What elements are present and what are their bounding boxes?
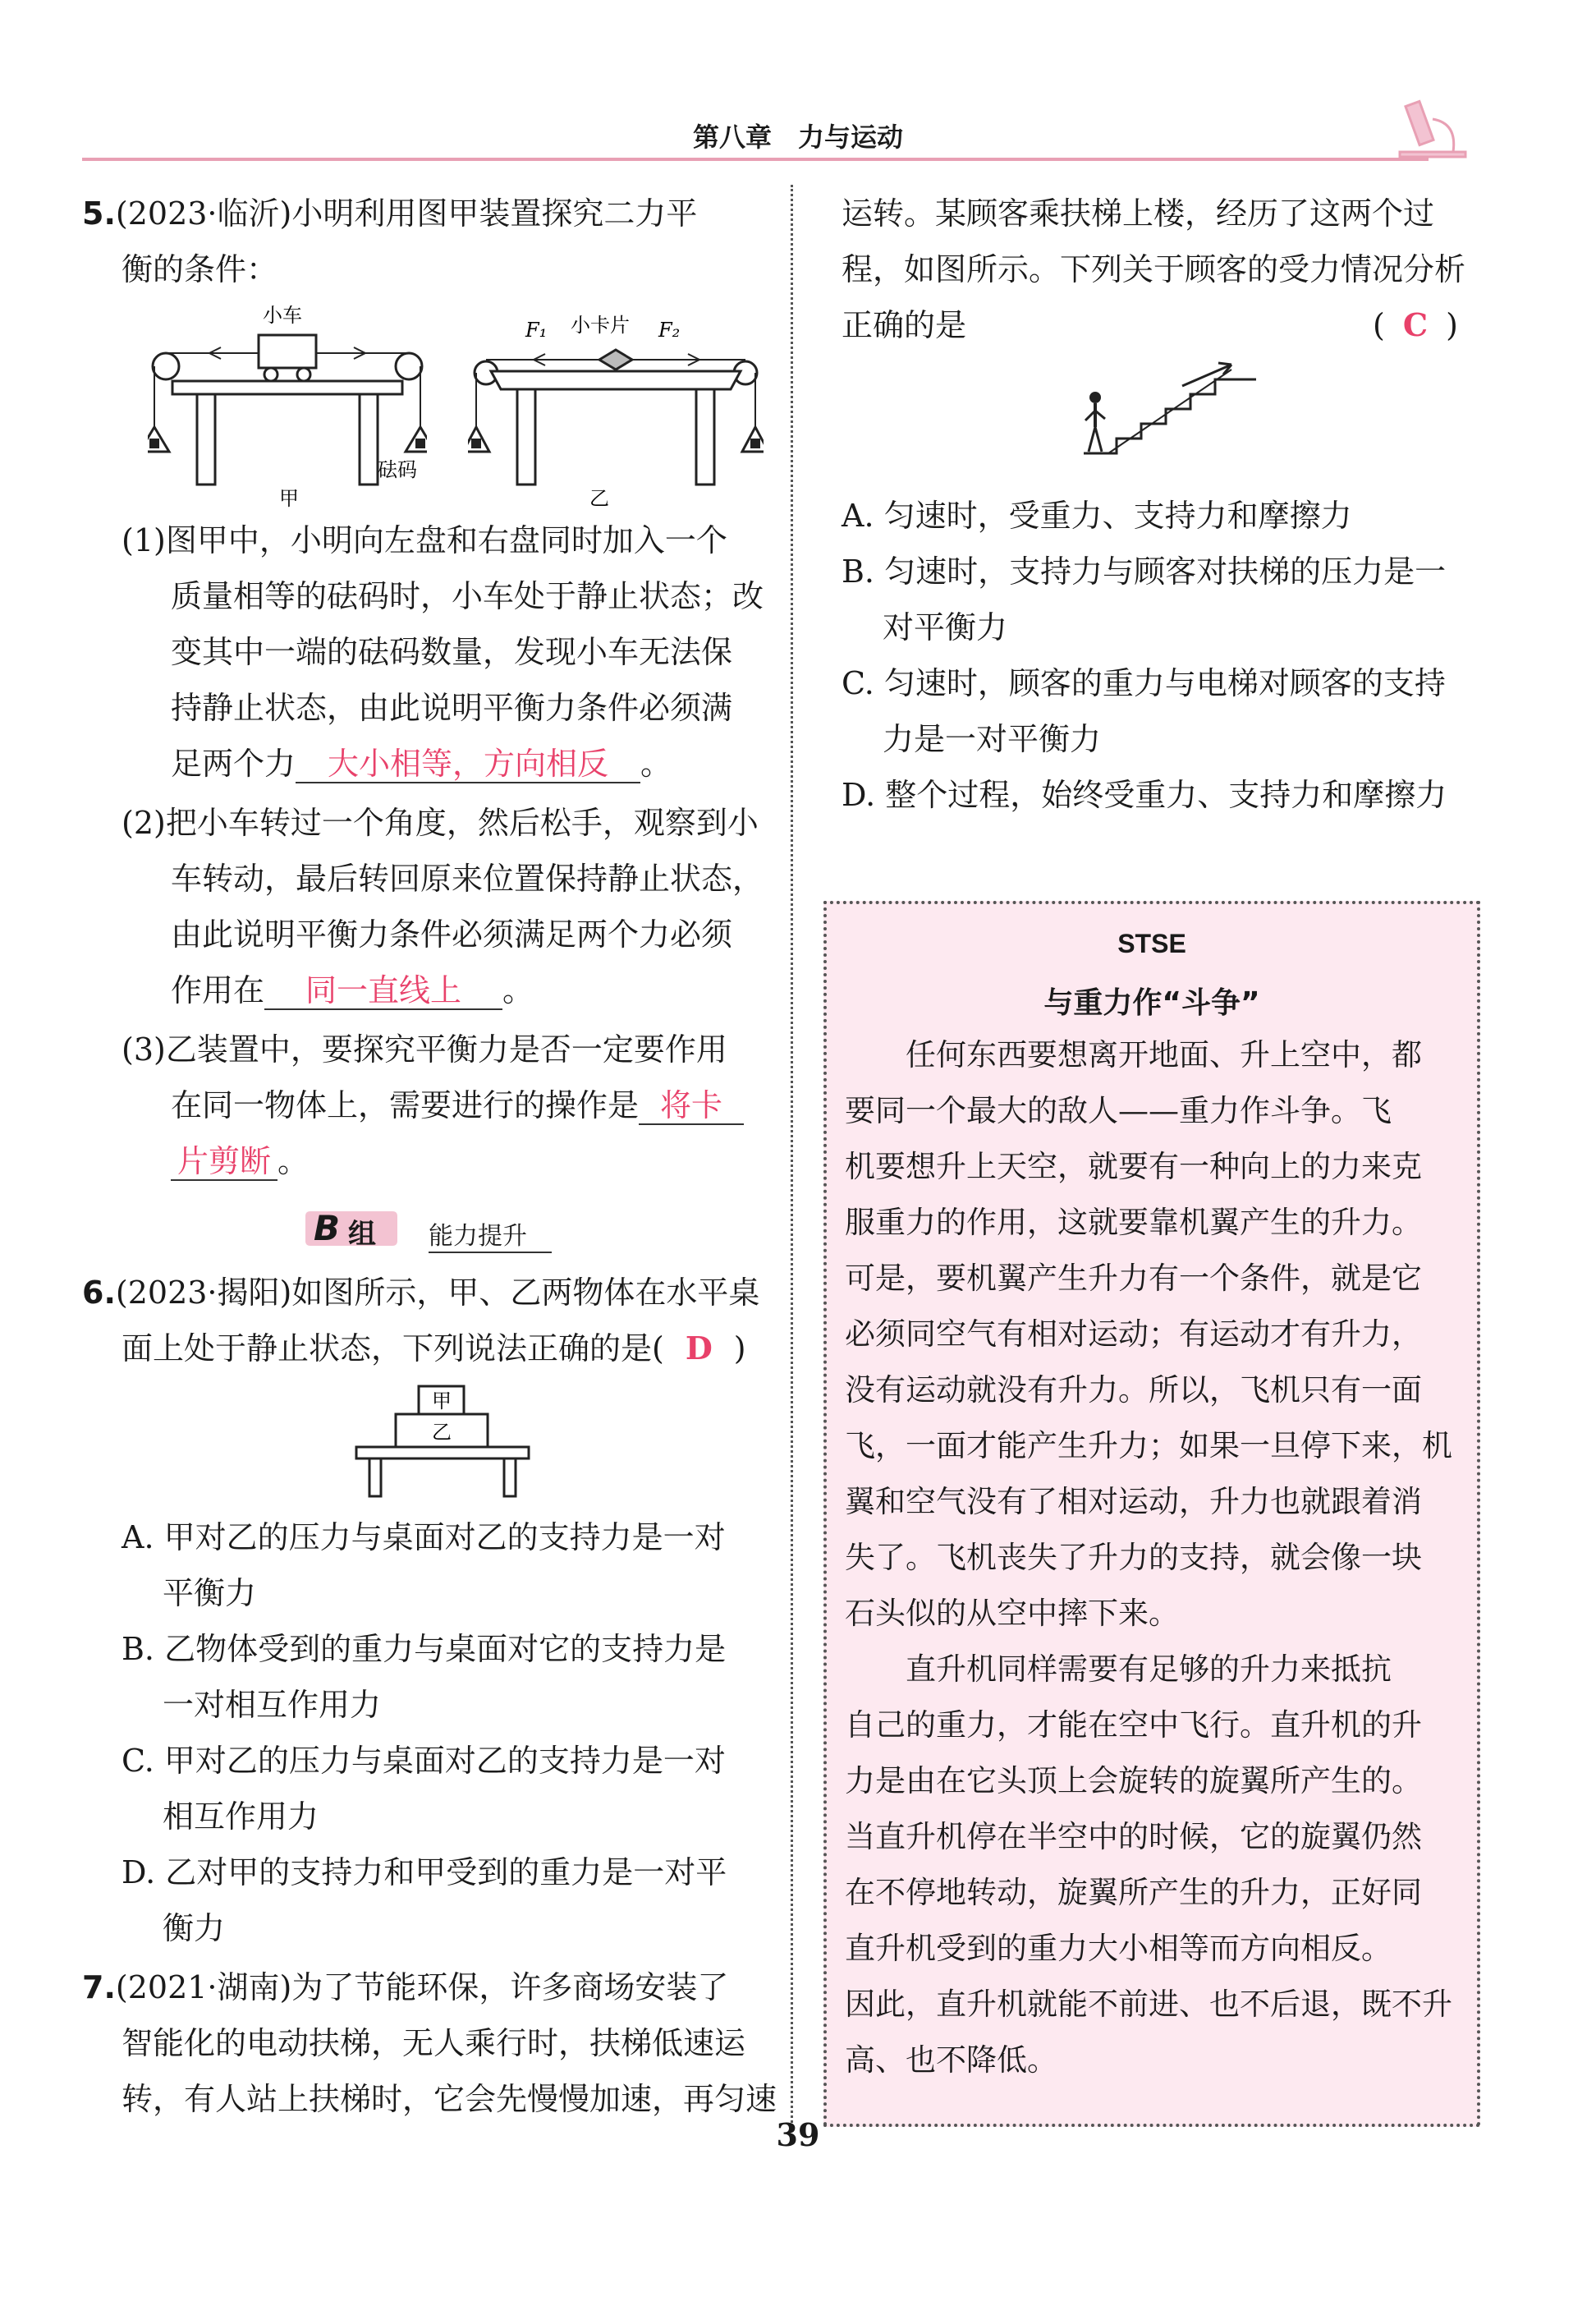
q7-stem-line1: 7.(2021·湖南)为了节能环保，许多商场安装了 — [82, 1969, 729, 2005]
q5-p1-line2: 质量相等的砝码时，小车处于静止状态；改 — [171, 578, 764, 614]
group-b-subtitle: 能力提升 — [429, 1215, 552, 1253]
figure-q6 — [355, 1385, 531, 1500]
q6-option-a-line1: A. 甲对乙的压力与桌面对乙的支持力是一对 — [122, 1519, 726, 1555]
q7-number: 7. — [82, 1969, 116, 2005]
q6-option-d-line1: D. 乙对甲的支持力和甲受到的重力是一对平 — [122, 1854, 727, 1890]
chapter-title: 第八章 力与运动 — [692, 122, 903, 153]
q5-p2-line1: (2)把小车转过一个角度，然后松手，观察到小 — [122, 805, 759, 841]
caption-jia: 甲 — [279, 487, 299, 509]
f1-label: F₁ — [525, 319, 548, 342]
f2-label: F₂ — [658, 319, 681, 342]
stse-line: 机要想升上天空，就要有一种向上的力来克 — [845, 1149, 1422, 1184]
q6-option-d-line2: 衡力 — [163, 1910, 226, 1946]
page-number: 39 — [776, 2116, 820, 2153]
stse-line: 当直升机停在半空中的时候，它的旋翼仍然 — [845, 1819, 1422, 1854]
stse-label: STSE — [1117, 929, 1186, 958]
stse-line: 飞，一面才能产生升力；如果一旦停下来，机 — [845, 1428, 1452, 1463]
q6-option-b-line2: 一对相互作用力 — [163, 1687, 382, 1723]
q7-option-a: A. 匀速时，受重力、支持力和摩擦力 — [842, 498, 1352, 534]
q5-stem-line2: 衡的条件： — [122, 251, 278, 287]
q6-option-c-line1: C. 甲对乙的压力与桌面对乙的支持力是一对 — [122, 1743, 726, 1779]
block-yi-label: 乙 — [432, 1421, 452, 1444]
stse-line: 在不停地转动，旋翼所产生的升力，正好同 — [845, 1875, 1422, 1910]
stse-line: 力是由在它头顶上会旋转的旋翼所产生的。 — [845, 1763, 1422, 1798]
group-b-text: 组 — [348, 1218, 376, 1251]
q7-stem-line6: 正确的是 — [842, 307, 967, 343]
q5-stem-line1: 5.(2023·临沂)小明利用图甲装置探究二力平 — [82, 195, 698, 232]
q5-p1-line5: 足两个力 大小相等，方向相反 。 — [171, 746, 672, 782]
stse-box — [823, 901, 1480, 2127]
stse-line: 直升机受到的重力大小相等而方向相反。 — [845, 1931, 1392, 1966]
q5-p1-line4: 持静止状态，由此说明平衡力条件必须满 — [171, 690, 733, 726]
q5-p3-line2: 在同一物体上，需要进行的操作是 将卡 — [171, 1087, 744, 1125]
stse-line: 直升机同样需要有足够的升力来抵抗 — [845, 1651, 1392, 1687]
microscope-icon — [1387, 86, 1478, 160]
stse-line: 没有运动就没有升力。所以，飞机只有一面 — [845, 1372, 1422, 1408]
stse-line: 服重力的作用，这就要靠机翼产生的升力。 — [845, 1205, 1422, 1240]
q6-answer: D — [685, 1330, 713, 1366]
q5-p1-line3: 变其中一端的砝码数量，发现小车无法保 — [171, 634, 733, 670]
q5-p3-line3: 片剪断 。 — [171, 1143, 309, 1181]
q7-option-b-line1: B. 匀速时，支持力与顾客对扶梯的压力是一 — [842, 553, 1447, 590]
figure-jia — [148, 304, 427, 509]
q6-option-c-line2: 相互作用力 — [163, 1798, 319, 1835]
q7-answer-bracket: ( C ) — [1373, 306, 1458, 343]
q7-stem-line2: 智能化的电动扶梯，无人乘行时，扶梯低速运 — [122, 2025, 746, 2061]
q5-p3-answer-b: 片剪断 — [171, 1143, 277, 1181]
q5-p2-line3: 由此说明平衡力条件必须满足两个力必须 — [171, 916, 733, 953]
stse-title: 与重力作“斗争” — [1043, 986, 1260, 1020]
q5-p3-line1: (3)乙装置中，要探究平衡力是否一定要作用 — [122, 1031, 727, 1068]
q5-p1-answer: 大小相等，方向相反 — [296, 746, 640, 783]
header-rule — [82, 158, 1429, 161]
q5-p2-line4: 作用在 同一直线上 。 — [171, 972, 534, 1008]
stse-line: 可是，要机翼产生升力有一个条件，就是它 — [845, 1261, 1422, 1296]
q5-p2-answer: 同一直线上 — [264, 972, 502, 1010]
q7-option-b-line2: 对平衡力 — [883, 609, 1008, 645]
q6-stem-line2: 面上处于静止状态，下列说法正确的是( D ) — [122, 1330, 746, 1366]
stse-line: 任何东西要想离开地面、升上空中，都 — [845, 1037, 1422, 1073]
q5-p3-answer-a: 将卡 — [639, 1087, 744, 1125]
q7-stem-line4: 运转。某顾客乘扶梯上楼，经历了这两个过 — [842, 195, 1435, 232]
q7-option-d: D. 整个过程，始终受重力、支持力和摩擦力 — [842, 777, 1447, 813]
stse-line: 必须同空气有相对运动；有运动才有升力， — [845, 1316, 1422, 1352]
caption-yi: 乙 — [589, 487, 609, 509]
q6-number: 6. — [82, 1275, 116, 1311]
stse-line: 要同一个最大的敌人——重力作斗争。飞 — [845, 1093, 1392, 1128]
q7-option-c-line1: C. 匀速时，顾客的重力与电梯对顾客的支持 — [842, 665, 1446, 701]
stse-line: 高、也不降低。 — [845, 2042, 1057, 2078]
stse-line: 失了。飞机丧失了升力的支持，就会像一块 — [845, 1540, 1422, 1575]
column-divider — [791, 185, 793, 2123]
stse-line: 石头似的从空中摔下来。 — [845, 1596, 1179, 1631]
group-b-letter: B — [314, 1208, 341, 1248]
figure-yi — [468, 304, 764, 509]
q7-answer: C — [1402, 306, 1429, 343]
q6-option-a-line2: 平衡力 — [163, 1575, 257, 1611]
stse-line: 自己的重力，才能在空中飞行。直升机的升 — [845, 1707, 1422, 1743]
block-jia-label: 甲 — [432, 1389, 452, 1412]
stse-line: 翼和空气没有了相对运动，升力也就跟着消 — [845, 1484, 1422, 1519]
escalator-figure — [1067, 361, 1264, 460]
card-label: 小卡片 — [571, 314, 630, 337]
weight-label: 砝码 — [378, 458, 417, 481]
stse-line: 因此，直升机就能不前进、也不后退，既不升 — [845, 1987, 1452, 2022]
q6-stem-line1: 6.(2023·揭阳)如图所示，甲、乙两物体在水平桌 — [82, 1275, 760, 1311]
q6-option-b-line1: B. 乙物体受到的重力与桌面对它的支持力是 — [122, 1631, 727, 1667]
q5-p1-line1: (1)图甲中，小明向左盘和右盘同时加入一个 — [122, 522, 727, 558]
q7-stem-line5: 程，如图所示。下列关于顾客的受力情况分析 — [842, 251, 1466, 287]
q7-stem-line3: 转，有人站上扶梯时，它会先慢慢加速，再匀速 — [122, 2081, 777, 2117]
q5-p2-line2: 车转动，最后转回原来位置保持静止状态， — [171, 861, 764, 897]
q7-option-c-line2: 力是一对平衡力 — [883, 721, 1102, 757]
q5-number: 5. — [82, 195, 116, 232]
cart-label: 小车 — [263, 304, 302, 327]
